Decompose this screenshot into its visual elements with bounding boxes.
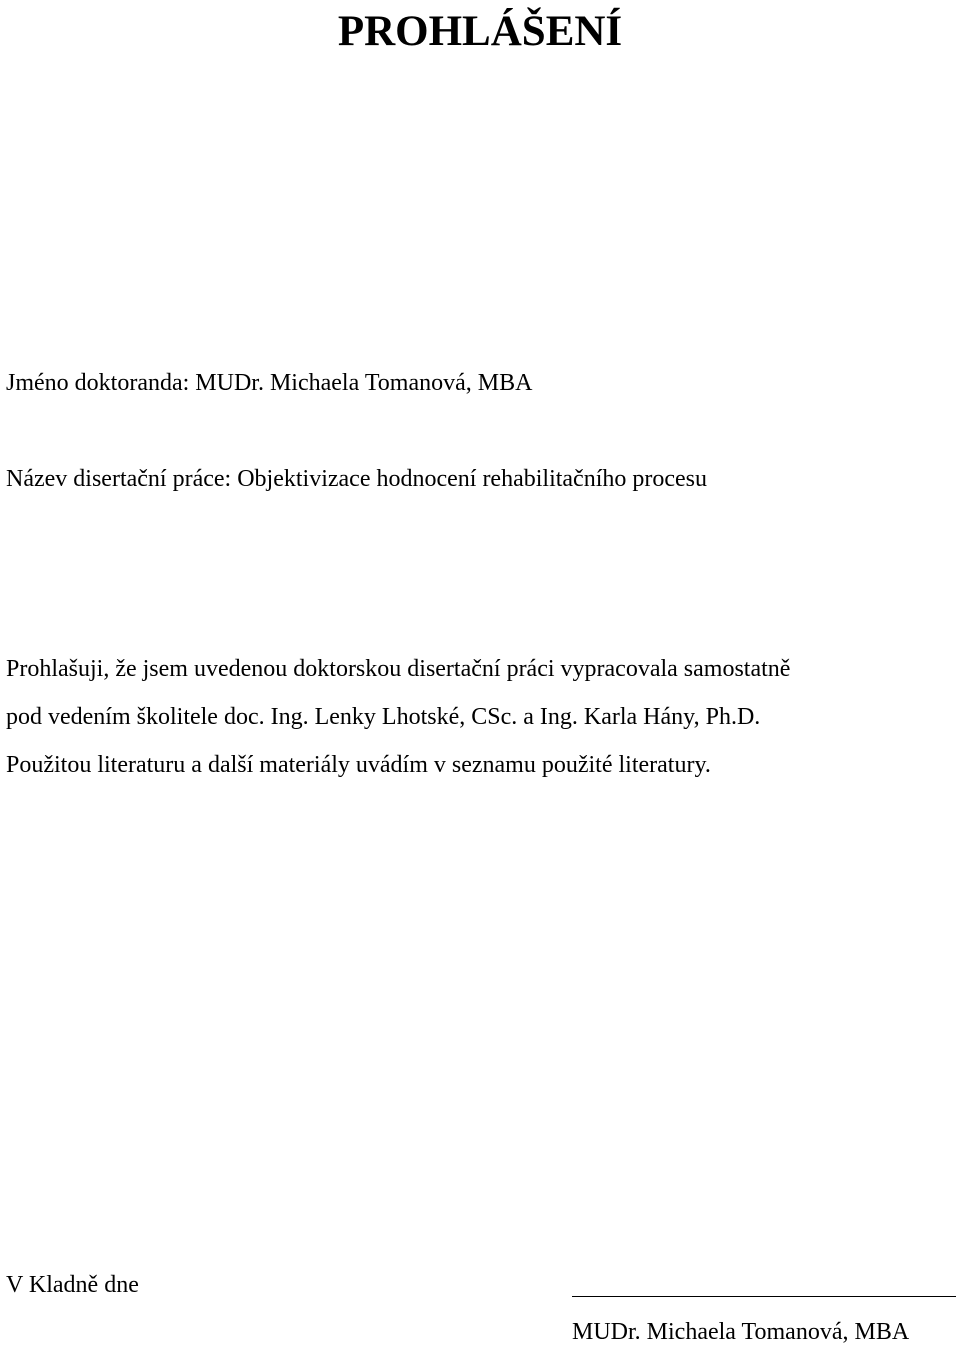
declaration-line-1: Prohlašuji, že jsem uvedenou doktorskou disertační práci vypracovala samostatně: [6, 656, 791, 682]
page-title: PROHLÁŠENÍ: [337, 8, 623, 55]
signature-name: MUDr. Michaela Tomanová, MBA: [572, 1319, 910, 1345]
thesis-title-line: Název disertační práce: Objektivizace hodnocení rehabilitačního procesu: [6, 466, 708, 492]
candidate-name-line: Jméno doktoranda: MUDr. Michaela Tomanová, MBA: [6, 370, 533, 396]
declaration-line-3: Použitou literaturu a další materiály uvádím v seznamu použité literatury.: [6, 752, 711, 778]
declaration-line-2: pod vedením školitele doc. Ing. Lenky Lhotské, CSc. a Ing. Karla Hány, Ph.D.: [6, 704, 761, 730]
place-date-label: V Kladně dne: [6, 1272, 139, 1298]
signature-line: [572, 1296, 956, 1297]
